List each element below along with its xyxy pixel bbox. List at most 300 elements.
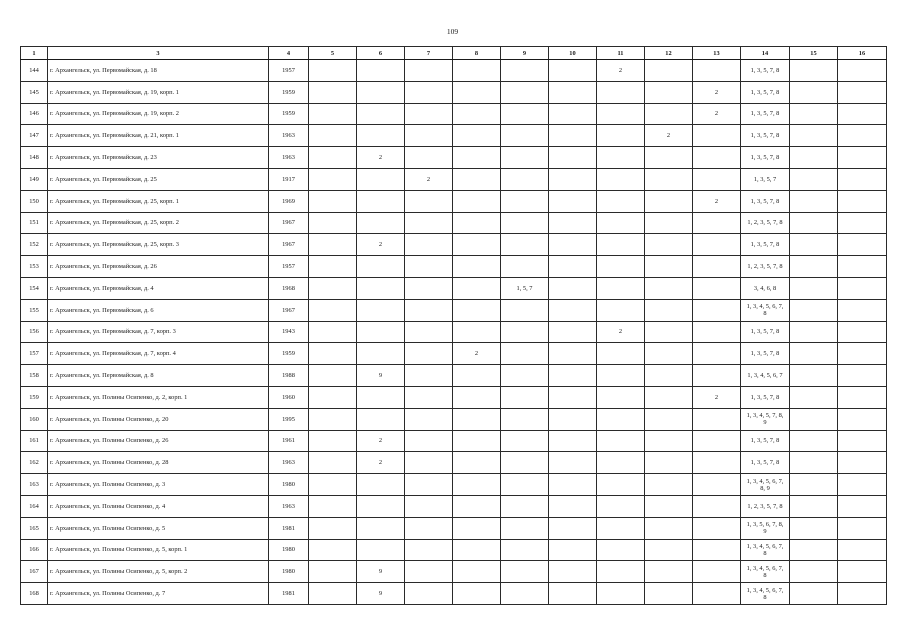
cell-year: 1967 [269,299,309,321]
cell-c5 [309,452,357,474]
column-header-9: 9 [501,47,549,60]
cell-c16 [838,256,887,278]
table-row [21,452,887,474]
cell-c16 [838,365,887,387]
cell-addr: г. Архангельск, ул. Первомайская, д. 25, корп. 2 [48,212,269,234]
cell-year: 1960 [269,386,309,408]
cell-c16 [838,343,887,365]
cell-c11 [597,474,645,496]
cell-c15 [790,539,838,561]
cell-c9 [501,103,549,125]
cell-c16 [838,495,887,517]
cell-c14: 1, 3, 4, 5, 6, 7, 8 [741,299,790,321]
cell-c7 [405,60,453,82]
cell-c16 [838,474,887,496]
table-row [21,103,887,125]
cell-c10 [549,168,597,190]
cell-c13 [693,234,741,256]
cell-c14: 1, 3, 5, 7, 8 [741,60,790,82]
cell-c5 [309,343,357,365]
cell-addr: г. Архангельск, ул. Первомайская, д. 18 [48,60,269,82]
cell-c13 [693,212,741,234]
cell-c13 [693,495,741,517]
cell-c16 [838,386,887,408]
cell-c16 [838,234,887,256]
cell-c15 [790,234,838,256]
table-row [21,408,887,430]
cell-c12 [645,234,693,256]
cell-c8 [453,234,501,256]
cell-c16 [838,190,887,212]
cell-c6 [357,321,405,343]
cell-c7 [405,474,453,496]
cell-n: 159 [21,386,48,408]
cell-c9 [501,408,549,430]
cell-c11 [597,256,645,278]
cell-c12 [645,81,693,103]
cell-c12 [645,495,693,517]
cell-c5 [309,256,357,278]
cell-c7 [405,386,453,408]
cell-c5 [309,583,357,605]
cell-c15 [790,321,838,343]
cell-c15 [790,386,838,408]
column-header-1: 1 [21,47,48,60]
cell-n: 153 [21,256,48,278]
cell-c13 [693,408,741,430]
cell-c9 [501,561,549,583]
table-row [21,539,887,561]
cell-addr: г. Архангельск, ул. Первомайская, д. 6 [48,299,269,321]
cell-c9 [501,430,549,452]
cell-n: 163 [21,474,48,496]
table-row [21,430,887,452]
cell-c9 [501,386,549,408]
cell-c6 [357,474,405,496]
cell-year: 1969 [269,190,309,212]
table-row [21,561,887,583]
cell-c10 [549,365,597,387]
cell-c7 [405,190,453,212]
cell-c15 [790,561,838,583]
cell-c15 [790,277,838,299]
cell-c7 [405,277,453,299]
cell-year: 1981 [269,583,309,605]
cell-c9 [501,256,549,278]
cell-year: 1961 [269,430,309,452]
cell-c12: 2 [645,125,693,147]
cell-c5 [309,408,357,430]
cell-c9: 1, 5, 7 [501,277,549,299]
cell-c8 [453,212,501,234]
cell-c5 [309,190,357,212]
cell-c8 [453,408,501,430]
cell-c14: 1, 2, 3, 5, 7, 8 [741,256,790,278]
cell-c15 [790,495,838,517]
cell-c5 [309,474,357,496]
cell-c6 [357,60,405,82]
column-header-16: 16 [838,47,887,60]
cell-c9 [501,125,549,147]
cell-year: 1959 [269,81,309,103]
cell-c13 [693,60,741,82]
cell-c7 [405,583,453,605]
cell-c8 [453,561,501,583]
cell-c11 [597,81,645,103]
cell-c12 [645,386,693,408]
cell-c11 [597,386,645,408]
cell-c12 [645,517,693,539]
cell-c8 [453,452,501,474]
cell-c12 [645,103,693,125]
cell-c14: 1, 3, 5, 7, 8 [741,234,790,256]
cell-n: 157 [21,343,48,365]
cell-c10 [549,256,597,278]
cell-n: 160 [21,408,48,430]
cell-c15 [790,60,838,82]
cell-n: 155 [21,299,48,321]
column-header-14: 14 [741,47,790,60]
cell-c13: 2 [693,386,741,408]
cell-c5 [309,277,357,299]
cell-c14: 1, 3, 4, 5, 6, 7, 8 [741,583,790,605]
cell-c6: 2 [357,430,405,452]
cell-c9 [501,343,549,365]
cell-c15 [790,343,838,365]
cell-c14: 1, 2, 3, 5, 7, 8 [741,212,790,234]
header-row [21,47,887,60]
cell-c11 [597,168,645,190]
cell-c6 [357,299,405,321]
cell-c16 [838,321,887,343]
cell-n: 150 [21,190,48,212]
cell-c5 [309,103,357,125]
column-header-13: 13 [693,47,741,60]
cell-c10 [549,495,597,517]
cell-c6: 9 [357,583,405,605]
cell-n: 158 [21,365,48,387]
column-header-5: 5 [309,47,357,60]
cell-c6 [357,386,405,408]
column-header-4: 4 [269,47,309,60]
cell-addr: г. Архангельск, ул. Первомайская, д. 25, корп. 1 [48,190,269,212]
cell-c9 [501,81,549,103]
cell-c14: 1, 3, 5, 7, 8 [741,147,790,169]
buildings-table [20,46,887,605]
cell-c8 [453,190,501,212]
table-row [21,343,887,365]
cell-c8 [453,277,501,299]
cell-c10 [549,386,597,408]
cell-c14: 1, 3, 5, 7, 8 [741,190,790,212]
cell-addr: г. Архангельск, ул. Первомайская, д. 7, корп. 3 [48,321,269,343]
cell-c16 [838,430,887,452]
cell-c11 [597,125,645,147]
cell-c12 [645,147,693,169]
cell-c11 [597,299,645,321]
cell-c9 [501,365,549,387]
cell-c13 [693,517,741,539]
cell-c7 [405,234,453,256]
cell-n: 144 [21,60,48,82]
cell-n: 149 [21,168,48,190]
cell-c6 [357,517,405,539]
column-header-8: 8 [453,47,501,60]
cell-addr: г. Архангельск, ул. Полины Осипенко, д. 5 [48,517,269,539]
cell-c7 [405,299,453,321]
cell-c5 [309,430,357,452]
cell-c11 [597,103,645,125]
cell-c7 [405,517,453,539]
cell-year: 1963 [269,452,309,474]
cell-c10 [549,561,597,583]
cell-n: 147 [21,125,48,147]
cell-c14: 1, 3, 5, 7, 8 [741,386,790,408]
cell-year: 1943 [269,321,309,343]
table-body [21,60,887,605]
cell-c12 [645,190,693,212]
cell-c8 [453,256,501,278]
cell-c14: 1, 3, 4, 5, 6, 7 [741,365,790,387]
cell-c15 [790,147,838,169]
cell-addr: г. Архангельск, ул. Первомайская, д. 7, корп. 4 [48,343,269,365]
cell-n: 145 [21,81,48,103]
cell-c6 [357,81,405,103]
cell-c7 [405,321,453,343]
cell-c8 [453,583,501,605]
cell-n: 148 [21,147,48,169]
cell-c7 [405,343,453,365]
cell-c8: 2 [453,343,501,365]
cell-c16 [838,212,887,234]
cell-year: 1980 [269,561,309,583]
cell-year: 1957 [269,60,309,82]
cell-c11 [597,430,645,452]
cell-c15 [790,212,838,234]
cell-c7: 2 [405,168,453,190]
cell-c15 [790,517,838,539]
cell-c9 [501,495,549,517]
cell-addr: г. Архангельск, ул. Первомайская, д. 25 [48,168,269,190]
table-row [21,190,887,212]
cell-c13 [693,365,741,387]
cell-c6 [357,343,405,365]
cell-c15 [790,103,838,125]
cell-c10 [549,103,597,125]
cell-c16 [838,103,887,125]
cell-c5 [309,60,357,82]
cell-c10 [549,343,597,365]
cell-c8 [453,147,501,169]
column-header-11: 11 [597,47,645,60]
table-row [21,495,887,517]
cell-addr: г. Архангельск, ул. Полины Осипенко, д. 5, корп. 2 [48,561,269,583]
cell-c10 [549,539,597,561]
cell-c7 [405,408,453,430]
cell-c14: 3, 4, 6, 8 [741,277,790,299]
cell-c13 [693,125,741,147]
cell-year: 1963 [269,147,309,169]
cell-c8 [453,386,501,408]
page-number: 109 [446,27,459,36]
cell-c10 [549,277,597,299]
table-row [21,234,887,256]
table-row [21,277,887,299]
cell-addr: г. Архангельск, ул. Первомайская, д. 19, корп. 1 [48,81,269,103]
cell-c13 [693,539,741,561]
cell-c13 [693,168,741,190]
cell-c9 [501,190,549,212]
cell-c8 [453,125,501,147]
cell-c10 [549,212,597,234]
cell-n: 154 [21,277,48,299]
cell-c5 [309,561,357,583]
cell-c15 [790,430,838,452]
cell-c6 [357,495,405,517]
cell-c8 [453,299,501,321]
cell-c6: 2 [357,452,405,474]
cell-c8 [453,103,501,125]
cell-c11 [597,561,645,583]
cell-n: 161 [21,430,48,452]
cell-c8 [453,365,501,387]
cell-c9 [501,452,549,474]
cell-c14: 1, 3, 5, 7, 8 [741,81,790,103]
cell-c15 [790,81,838,103]
table-row [21,583,887,605]
cell-c12 [645,539,693,561]
cell-c8 [453,60,501,82]
cell-c5 [309,299,357,321]
cell-c13 [693,474,741,496]
cell-c10 [549,147,597,169]
cell-c12 [645,321,693,343]
cell-c16 [838,168,887,190]
cell-year: 1980 [269,539,309,561]
cell-n: 151 [21,212,48,234]
cell-c16 [838,277,887,299]
cell-c16 [838,452,887,474]
cell-c12 [645,256,693,278]
cell-c5 [309,168,357,190]
column-header-15: 15 [790,47,838,60]
cell-c11 [597,277,645,299]
cell-c11 [597,212,645,234]
cell-c6: 9 [357,365,405,387]
cell-n: 168 [21,583,48,605]
cell-c10 [549,81,597,103]
cell-c9 [501,583,549,605]
cell-n: 167 [21,561,48,583]
cell-c7 [405,365,453,387]
cell-c7 [405,495,453,517]
cell-c9 [501,147,549,169]
cell-c7 [405,430,453,452]
cell-c5 [309,386,357,408]
cell-c13 [693,343,741,365]
cell-c16 [838,517,887,539]
cell-c16 [838,147,887,169]
cell-year: 1980 [269,474,309,496]
cell-year: 1967 [269,234,309,256]
cell-c9 [501,321,549,343]
cell-c12 [645,60,693,82]
cell-c8 [453,539,501,561]
cell-c10 [549,474,597,496]
cell-c7 [405,103,453,125]
cell-c10 [549,299,597,321]
cell-c15 [790,365,838,387]
cell-c6 [357,103,405,125]
cell-c10 [549,125,597,147]
cell-c13 [693,256,741,278]
cell-addr: г. Архангельск, ул. Полины Осипенко, д. 3 [48,474,269,496]
cell-c5 [309,539,357,561]
cell-addr: г. Архангельск, ул. Полины Осипенко, д. 4 [48,495,269,517]
cell-c7 [405,256,453,278]
cell-c5 [309,365,357,387]
cell-year: 1963 [269,125,309,147]
cell-c6 [357,168,405,190]
column-header-10: 10 [549,47,597,60]
cell-c14: 1, 3, 5, 7 [741,168,790,190]
cell-c9 [501,168,549,190]
cell-c9 [501,212,549,234]
cell-c9 [501,299,549,321]
table-row [21,256,887,278]
cell-n: 165 [21,517,48,539]
cell-c10 [549,452,597,474]
cell-c13 [693,561,741,583]
table-row [21,474,887,496]
cell-c6: 9 [357,561,405,583]
cell-year: 1917 [269,168,309,190]
cell-addr: г. Архангельск, ул. Первомайская, д. 4 [48,277,269,299]
cell-c10 [549,408,597,430]
cell-c13 [693,277,741,299]
cell-year: 1988 [269,365,309,387]
cell-c16 [838,299,887,321]
cell-c16 [838,125,887,147]
cell-c16 [838,583,887,605]
cell-c12 [645,583,693,605]
cell-c12 [645,299,693,321]
cell-c8 [453,430,501,452]
cell-c13 [693,147,741,169]
cell-addr: г. Архангельск, ул. Первомайская, д. 25, корп. 3 [48,234,269,256]
cell-c11 [597,517,645,539]
cell-c12 [645,212,693,234]
cell-c14: 1, 3, 4, 5, 6, 7, 8 [741,539,790,561]
cell-c8 [453,495,501,517]
cell-c15 [790,452,838,474]
cell-c11 [597,365,645,387]
cell-n: 146 [21,103,48,125]
cell-addr: г. Архангельск, ул. Первомайская, д. 8 [48,365,269,387]
cell-c16 [838,408,887,430]
cell-year: 1995 [269,408,309,430]
cell-year: 1963 [269,495,309,517]
cell-c11 [597,495,645,517]
cell-c9 [501,539,549,561]
cell-c13: 2 [693,103,741,125]
table-row [21,386,887,408]
cell-c14: 1, 2, 3, 5, 7, 8 [741,495,790,517]
cell-c9 [501,60,549,82]
table-row [21,125,887,147]
column-header-3: 3 [48,47,269,60]
cell-c14: 1, 3, 5, 6, 7, 8, 9 [741,517,790,539]
